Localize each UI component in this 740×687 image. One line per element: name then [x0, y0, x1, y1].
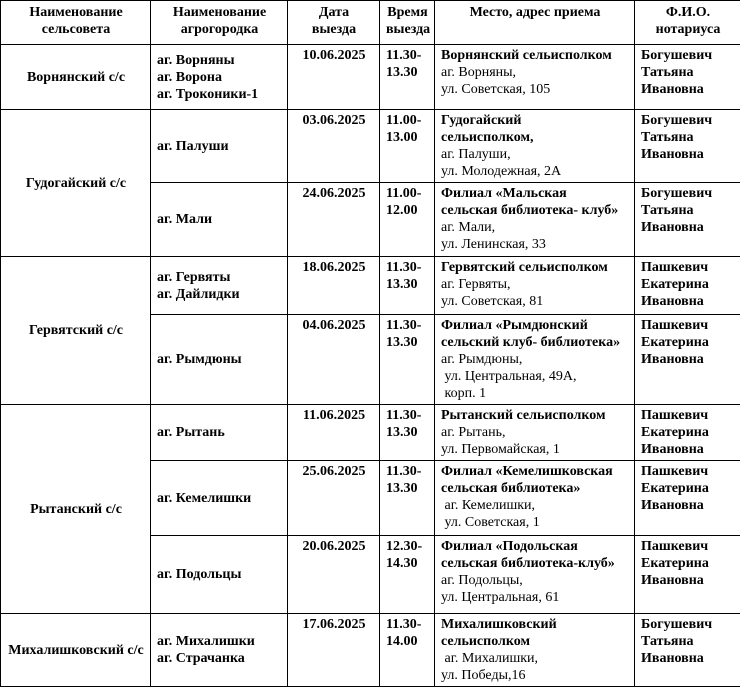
time-value: 12.30- — [386, 538, 429, 555]
town-name: аг. Ворона — [157, 69, 282, 86]
council-name: Ворнянский с/с — [27, 70, 125, 85]
notary-name: Ивановна — [641, 81, 735, 98]
header-town: Наименование агрогородка — [151, 1, 288, 45]
place-address: аг. Подольцы, — [441, 572, 629, 589]
place-address: аг. Мали, — [441, 219, 629, 236]
time-cell — [380, 110, 435, 183]
town-name: аг. Гервяты — [157, 269, 282, 286]
town-name: аг. Рымдюны — [157, 351, 282, 368]
place-name: Гудогайский — [441, 112, 629, 129]
place-address: аг. Ворняны, — [441, 64, 629, 81]
notary-name: Ивановна — [641, 146, 735, 163]
place-address: ул. Советская, 105 — [441, 81, 629, 98]
place-address: аг. Кемелишки, — [441, 497, 629, 514]
date-cell — [288, 536, 380, 614]
date-value: 24.06.2025 — [303, 186, 366, 201]
date-value: 17.06.2025 — [303, 617, 366, 632]
place-address: аг. Гервяты, — [441, 276, 629, 293]
notary-name: Екатерина — [641, 480, 735, 497]
notary-name: Богушевич — [641, 185, 735, 202]
time-cell — [380, 183, 435, 257]
place-name: сельская библиотека- клуб» — [441, 202, 629, 219]
date-cell — [288, 183, 380, 257]
time-value: 14.30 — [386, 555, 429, 572]
notary-cell — [635, 257, 740, 315]
header-place: Место, адрес приема — [435, 1, 635, 45]
time-value: 11.30- — [386, 47, 429, 64]
time-value: 13.30 — [386, 64, 429, 81]
place-address: ул. Молодежная, 2А — [441, 163, 629, 180]
time-value: 13.30 — [386, 276, 429, 293]
place-name: Филиал «Кемелишковская — [441, 463, 629, 480]
time-value: 13.30 — [386, 480, 429, 497]
place-name: Гервятский сельисполком — [441, 259, 629, 276]
notary-name: Пашкевич — [641, 538, 735, 555]
time-value: 11.00- — [386, 112, 429, 129]
date-cell — [288, 461, 380, 536]
notary-name: Пашкевич — [641, 463, 735, 480]
notary-name: Татьяна — [641, 64, 735, 81]
place-address: корп. 1 — [441, 385, 629, 402]
notary-cell — [635, 183, 740, 257]
place-address: ул. Советская, 81 — [441, 293, 629, 310]
notary-name: Пашкевич — [641, 259, 735, 276]
place-name: Михалишковский — [441, 616, 629, 633]
town-name: аг. Троконики-1 — [157, 86, 282, 103]
council-cell — [1, 45, 151, 110]
town-name: аг. Михалишки — [157, 633, 282, 650]
town-name: аг. Страчанка — [157, 650, 282, 667]
notary-name: Ивановна — [641, 219, 735, 236]
place-cell — [435, 183, 635, 257]
town-name: аг. Ворняны — [157, 52, 282, 69]
place-name: сельисполком — [441, 633, 629, 650]
place-address: аг. Рымдюны, — [441, 351, 629, 368]
notary-name: Ивановна — [641, 572, 735, 589]
council-cell — [1, 405, 151, 614]
notary-cell — [635, 110, 740, 183]
header-time: Время выезда — [380, 1, 435, 45]
town-cell — [151, 536, 288, 614]
council-name: Рытанский с/с — [30, 502, 122, 517]
header-row — [1, 1, 740, 45]
place-name: сельисполком, — [441, 129, 629, 146]
town-cell — [151, 405, 288, 461]
council-cell — [1, 110, 151, 257]
town-cell — [151, 315, 288, 405]
notary-name: Татьяна — [641, 202, 735, 219]
place-address: ул. Ленинская, 33 — [441, 236, 629, 253]
notary-name: Ивановна — [641, 497, 735, 514]
notary-cell — [635, 405, 740, 461]
notary-cell — [635, 315, 740, 405]
header-date: Дата выезда — [288, 1, 380, 45]
place-address: аг. Михалишки, — [441, 650, 629, 667]
place-address: ул. Центральная, 49А, — [441, 368, 629, 385]
council-name: Михалишковский с/с — [8, 643, 143, 658]
town-name: аг. Дайлидки — [157, 286, 282, 303]
time-cell — [380, 45, 435, 110]
place-name: сельская библиотека» — [441, 480, 629, 497]
header-council: Наименование сельсовета — [1, 1, 151, 45]
table-row — [1, 110, 740, 183]
place-name: Филиал «Подольская — [441, 538, 629, 555]
notary-cell — [635, 461, 740, 536]
table-row — [1, 405, 740, 461]
town-cell — [151, 183, 288, 257]
time-cell — [380, 536, 435, 614]
place-cell — [435, 45, 635, 110]
notary-name: Екатерина — [641, 424, 735, 441]
notary-name: Екатерина — [641, 276, 735, 293]
notary-cell — [635, 536, 740, 614]
place-name: Филиал «Мальская — [441, 185, 629, 202]
time-value: 13.30 — [386, 424, 429, 441]
notary-name: Богушевич — [641, 616, 735, 633]
place-cell — [435, 315, 635, 405]
time-cell — [380, 405, 435, 461]
time-value: 11.30- — [386, 317, 429, 334]
notary-name: Богушевич — [641, 47, 735, 64]
date-cell — [288, 257, 380, 315]
notary-name: Ивановна — [641, 351, 735, 368]
time-value: 13.30 — [386, 334, 429, 351]
town-cell — [151, 45, 288, 110]
town-cell — [151, 110, 288, 183]
notary-name: Ивановна — [641, 441, 735, 458]
notary-name: Пашкевич — [641, 407, 735, 424]
time-value: 11.30- — [386, 616, 429, 633]
date-value: 03.06.2025 — [303, 113, 366, 128]
notary-name: Екатерина — [641, 555, 735, 572]
table-row — [1, 257, 740, 315]
place-name: сельская библиотека-клуб» — [441, 555, 629, 572]
town-name: аг. Палуши — [157, 138, 282, 155]
town-name: аг. Мали — [157, 211, 282, 228]
date-value: 20.06.2025 — [303, 539, 366, 554]
place-cell — [435, 536, 635, 614]
notary-name: Пашкевич — [641, 317, 735, 334]
place-name: Ворнянский сельисполком — [441, 47, 629, 64]
time-value: 11.30- — [386, 463, 429, 480]
council-name: Гервятский с/с — [29, 323, 123, 338]
place-address: ул. Победы,16 — [441, 667, 629, 684]
date-cell — [288, 315, 380, 405]
notary-cell — [635, 45, 740, 110]
place-cell — [435, 257, 635, 315]
place-name: Рытанский сельисполком — [441, 407, 629, 424]
place-address: ул. Первомайская, 1 — [441, 441, 629, 458]
notary-name: Татьяна — [641, 129, 735, 146]
time-cell — [380, 315, 435, 405]
notary-name: Ивановна — [641, 293, 735, 310]
place-address: ул. Советская, 1 — [441, 514, 629, 531]
header-notary: Ф.И.О. нотариуса — [635, 1, 740, 45]
place-name: Филиал «Рымдюнский — [441, 317, 629, 334]
time-value: 12.00 — [386, 202, 429, 219]
notary-name: Екатерина — [641, 334, 735, 351]
time-value: 11.30- — [386, 259, 429, 276]
town-cell — [151, 461, 288, 536]
notary-name: Татьяна — [641, 633, 735, 650]
notary-name: Ивановна — [641, 650, 735, 667]
town-cell — [151, 257, 288, 315]
place-address: аг. Рытань, — [441, 424, 629, 441]
date-cell — [288, 45, 380, 110]
town-name: аг. Кемелишки — [157, 490, 282, 507]
table-row — [1, 45, 740, 110]
date-value: 18.06.2025 — [303, 260, 366, 275]
time-value: 14.00 — [386, 633, 429, 650]
place-cell — [435, 110, 635, 183]
time-value: 11.30- — [386, 407, 429, 424]
date-value: 25.06.2025 — [303, 464, 366, 479]
council-cell — [1, 257, 151, 405]
place-cell — [435, 405, 635, 461]
time-cell — [380, 257, 435, 315]
town-name: аг. Подольцы — [157, 566, 282, 583]
place-name: сельский клуб- библиотека» — [441, 334, 629, 351]
time-value: 13.00 — [386, 129, 429, 146]
council-name: Гудогайский с/с — [26, 176, 126, 191]
place-cell — [435, 461, 635, 536]
place-address: аг. Палуши, — [441, 146, 629, 163]
date-value: 04.06.2025 — [303, 318, 366, 333]
notary-name: Богушевич — [641, 112, 735, 129]
place-address: ул. Центральная, 61 — [441, 589, 629, 606]
date-value: 11.06.2025 — [303, 408, 365, 423]
time-cell — [380, 461, 435, 536]
town-name: аг. Рытань — [157, 424, 282, 441]
date-value: 10.06.2025 — [303, 48, 366, 63]
time-value: 11.00- — [386, 185, 429, 202]
date-cell — [288, 110, 380, 183]
date-cell — [288, 405, 380, 461]
